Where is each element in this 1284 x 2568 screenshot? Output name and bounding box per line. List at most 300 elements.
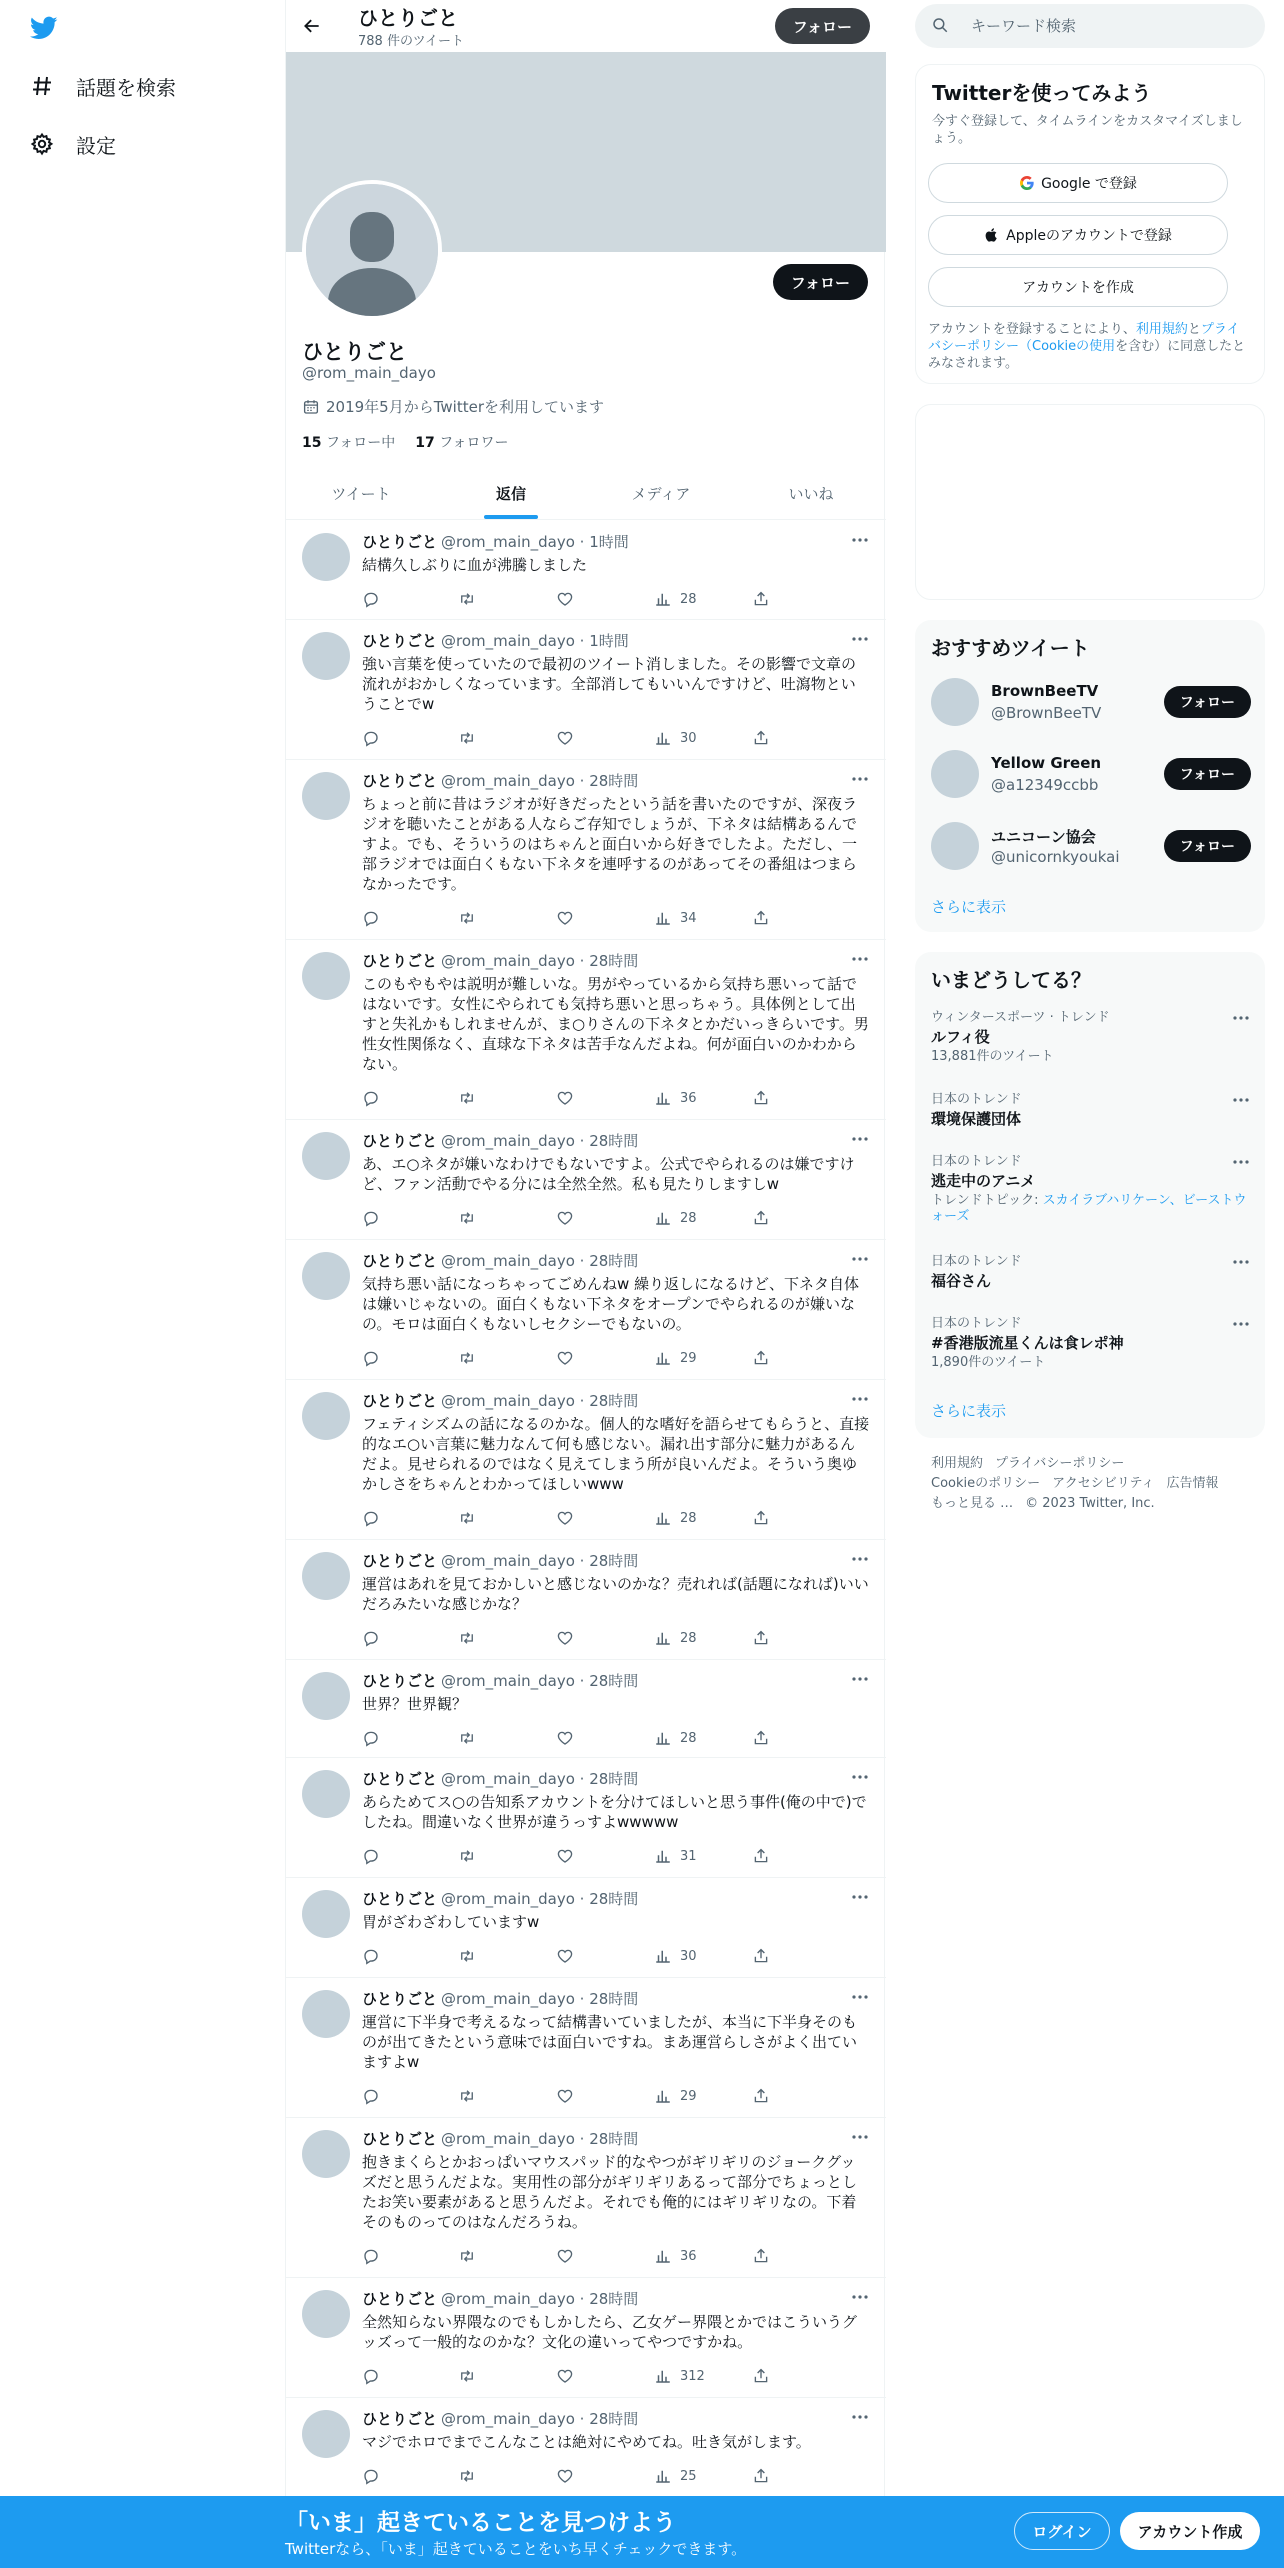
reply-button[interactable] — [362, 1628, 380, 1648]
trend-meta: ウィンタースポーツ · トレンド — [931, 1010, 1110, 1025]
views-count: 36 — [680, 2248, 697, 2264]
more-dots-icon[interactable] — [850, 1888, 870, 1906]
footer-link[interactable]: プライバシーポリシー — [995, 1456, 1125, 1471]
views-count: 31 — [680, 1848, 697, 1864]
reply-button[interactable] — [362, 1846, 380, 1866]
search-box[interactable] — [915, 4, 1265, 48]
more-dots-icon[interactable] — [850, 1390, 870, 1408]
share-button[interactable] — [752, 2086, 770, 2106]
trend-item[interactable] — [931, 1010, 1251, 1065]
avatar[interactable] — [302, 1392, 350, 1440]
bar-chart-icon — [654, 2467, 672, 2485]
trend-meta: 日本のトレンド — [931, 1092, 1022, 1107]
views-count: 34 — [680, 910, 697, 926]
header-tweet-count: 788 件のツイート — [358, 34, 465, 49]
heart-icon — [556, 1847, 574, 1865]
avatar[interactable] — [302, 2290, 350, 2338]
reply-icon — [362, 1509, 380, 1527]
footer-link[interactable]: 利用規約 — [931, 1456, 984, 1471]
recommend-user[interactable] — [931, 676, 1251, 728]
like-button[interactable] — [556, 1728, 574, 1748]
like-button[interactable] — [556, 1348, 574, 1368]
signup-card — [915, 64, 1265, 384]
trend-meta: 日本のトレンド — [931, 1316, 1022, 1331]
views-button[interactable] — [654, 2086, 697, 2106]
recommend-title: おすすめツイート — [931, 636, 1090, 660]
tab-media[interactable]: メディア — [631, 485, 691, 503]
create-account-button[interactable] — [928, 267, 1228, 307]
profile-name: ひとりごと — [302, 340, 407, 364]
more-dots-icon[interactable] — [850, 1550, 870, 1568]
share-icon — [752, 729, 770, 747]
heart-icon — [556, 1947, 574, 1965]
following-count: 15 — [302, 435, 322, 451]
reply-button[interactable] — [362, 908, 380, 928]
reply-icon — [362, 2247, 380, 2265]
share-icon — [752, 1729, 770, 1747]
views-button[interactable] — [654, 1088, 697, 1108]
retweet-icon — [458, 590, 476, 608]
recommend-follow-button[interactable]: フォロー — [1164, 758, 1251, 790]
reply-icon — [362, 1209, 380, 1227]
tab-tweets[interactable]: ツイート — [331, 485, 391, 503]
like-button[interactable] — [556, 1508, 574, 1528]
views-count: 28 — [680, 591, 697, 607]
copyright: © 2023 Twitter, Inc. — [1025, 1496, 1155, 1511]
tweet-text: 全然知らない界隈なのでもしかしたら、乙女ゲー界隈とかではこういうグッズって一般的なのかな？文化の違いってやつですかね。 — [362, 2313, 858, 2351]
views-button[interactable] — [654, 728, 697, 748]
more-dots-icon[interactable] — [1231, 1316, 1251, 1332]
views-button[interactable] — [654, 1208, 697, 1228]
retweet-button[interactable] — [458, 2466, 476, 2486]
more-dots-icon[interactable] — [850, 1988, 870, 2006]
tweet[interactable] — [286, 1540, 886, 1660]
reply-button[interactable] — [362, 2366, 380, 2386]
more-dots-icon[interactable] — [850, 1768, 870, 1786]
tweet-text: 世界？世界観？ — [362, 1695, 468, 1713]
default-avatar-icon — [306, 184, 438, 316]
footer-link[interactable]: アクセシビリティ — [1052, 1476, 1155, 1491]
reply-button[interactable] — [362, 1508, 380, 1528]
like-button[interactable] — [556, 2086, 574, 2106]
avatar[interactable] — [302, 1770, 350, 1818]
reply-icon — [362, 590, 380, 608]
profile-handle: @rom_main_dayo — [302, 364, 436, 382]
recommend-follow-button[interactable]: フォロー — [1164, 830, 1251, 862]
signup-button[interactable]: アカウント作成 — [1120, 2512, 1260, 2550]
profile-joined-date — [302, 396, 604, 417]
login-button[interactable]: ログイン — [1014, 2512, 1110, 2550]
tweet-text: 結構久しぶりに血が沸騰しました — [362, 556, 588, 574]
trends-show-more-link[interactable]: さらに表示 — [931, 1402, 1007, 1420]
trend-item[interactable] — [931, 1092, 1251, 1129]
tweet-actions — [362, 728, 812, 748]
bar-chart-icon — [654, 1209, 672, 1227]
bar-chart-icon — [654, 2087, 672, 2105]
profile-header-bar — [286, 0, 886, 52]
tweet[interactable] — [286, 1758, 886, 1878]
trend-item[interactable] — [931, 1154, 1251, 1225]
views-count: 30 — [680, 1948, 697, 1964]
reply-button[interactable] — [362, 2246, 380, 2266]
reply-button[interactable] — [362, 728, 380, 748]
views-button[interactable] — [654, 2246, 697, 2266]
like-button[interactable] — [556, 908, 574, 928]
views-button[interactable] — [654, 589, 697, 609]
share-button[interactable] — [752, 1348, 770, 1368]
tweet-actions — [362, 589, 812, 609]
retweet-button[interactable] — [458, 589, 476, 609]
tweet-author-meta: @rom_main_dayo · 1時間 — [441, 632, 629, 650]
share-icon — [752, 2087, 770, 2105]
like-button[interactable] — [556, 2466, 574, 2486]
retweet-button[interactable] — [458, 1946, 476, 1966]
trend-meta: 日本のトレンド — [931, 1154, 1022, 1169]
tweet-author-meta: @rom_main_dayo · 28時間 — [441, 2130, 639, 2148]
avatar[interactable] — [302, 952, 350, 1000]
tweet-author-name[interactable]: ひとりごと — [362, 1252, 438, 1270]
recommend-user-handle: @a12349ccbb — [991, 776, 1099, 794]
more-dots-icon[interactable] — [850, 770, 870, 788]
tweet-author-name[interactable]: ひとりごと — [362, 772, 438, 790]
reply-button[interactable] — [362, 1728, 380, 1748]
trend-name: 環境保護団体 — [931, 1110, 1022, 1128]
tweet-author-meta: @rom_main_dayo · 28時間 — [441, 1392, 639, 1410]
like-button[interactable] — [556, 1208, 574, 1228]
like-button[interactable] — [556, 1088, 574, 1108]
tweet-author-meta: @rom_main_dayo · 28時間 — [441, 1552, 639, 1570]
tweet-author-name[interactable]: ひとりごと — [362, 1672, 438, 1690]
like-button[interactable] — [556, 1946, 574, 1966]
reply-button[interactable] — [362, 1348, 380, 1368]
bottom-bar-subtitle: Twitterなら、「いま」起きていることをいち早くチェックできます。 — [285, 2540, 747, 2558]
trends-card — [915, 952, 1265, 1438]
tweet-actions — [362, 1088, 812, 1108]
tweet-header — [362, 950, 638, 971]
more-dots-icon[interactable] — [1231, 1010, 1251, 1026]
avatar[interactable] — [302, 2130, 350, 2178]
twitter-bird-icon[interactable] — [28, 14, 62, 44]
google-icon — [1019, 175, 1035, 191]
share-icon — [752, 2467, 770, 2485]
tweet-author-meta: @rom_main_dayo · 28時間 — [441, 1672, 639, 1690]
tweet[interactable] — [286, 2118, 886, 2278]
avatar[interactable] — [302, 1252, 350, 1300]
share-button[interactable] — [752, 1728, 770, 1748]
tweet-header — [362, 1888, 638, 1909]
heart-icon — [556, 1209, 574, 1227]
recommend-user[interactable] — [931, 820, 1251, 872]
retweet-icon — [458, 1209, 476, 1227]
tweet-actions — [362, 2366, 812, 2386]
retweet-icon — [458, 1089, 476, 1107]
retweet-button[interactable] — [458, 1348, 476, 1368]
terms-pre: アカウントを登録することにより、 — [928, 322, 1136, 337]
like-button[interactable] — [556, 2246, 574, 2266]
trend-name: 逃走中のアニメ — [931, 1172, 1036, 1190]
create-account-label: アカウントを作成 — [1022, 280, 1134, 296]
views-button[interactable] — [654, 908, 697, 928]
share-button[interactable] — [752, 2366, 770, 2386]
avatar[interactable] — [302, 1552, 350, 1600]
more-dots-icon[interactable] — [850, 1250, 870, 1268]
more-dots-icon[interactable] — [850, 2288, 870, 2306]
retweet-button[interactable] — [458, 1846, 476, 1866]
more-dots-icon[interactable] — [1231, 1154, 1251, 1170]
retweet-icon — [458, 2367, 476, 2385]
tweet[interactable] — [286, 1380, 886, 1540]
share-icon — [752, 1947, 770, 1965]
google-signup-label: Google で登録 — [1041, 176, 1137, 192]
avatar[interactable] — [302, 772, 350, 820]
profile-avatar[interactable] — [302, 180, 442, 320]
share-button[interactable] — [752, 1088, 770, 1108]
views-button[interactable] — [654, 1508, 697, 1528]
tweet[interactable] — [286, 760, 886, 940]
recommend-show-more-link[interactable]: さらに表示 — [931, 898, 1007, 916]
views-button[interactable] — [654, 2366, 705, 2386]
recommend-user-handle: @BrownBeeTV — [991, 704, 1102, 722]
tweet-actions — [362, 1208, 812, 1228]
views-button[interactable] — [654, 1728, 697, 1748]
trend-count: 13,881件のツイート — [931, 1049, 1054, 1064]
share-button[interactable] — [752, 1946, 770, 1966]
tweet-author-name[interactable]: ひとりごと — [362, 1890, 438, 1908]
retweet-button[interactable] — [458, 908, 476, 928]
heart-icon — [556, 729, 574, 747]
bar-chart-icon — [654, 590, 672, 608]
avatar[interactable] — [302, 533, 350, 581]
tweet-author-name[interactable]: ひとりごと — [362, 1392, 438, 1410]
more-dots-icon[interactable] — [850, 531, 870, 549]
tweet-actions — [362, 1348, 812, 1368]
share-icon — [752, 1089, 770, 1107]
tweet-author-meta: @rom_main_dayo · 1時間 — [441, 533, 629, 551]
more-dots-icon[interactable] — [850, 2128, 870, 2146]
share-button[interactable] — [752, 1508, 770, 1528]
avatar[interactable] — [302, 2410, 350, 2458]
tweet-actions — [362, 1728, 812, 1748]
recommended-tweets-card — [915, 620, 1265, 932]
share-button[interactable] — [752, 2466, 770, 2486]
like-button[interactable] — [556, 728, 574, 748]
tweet-text: 抱きまくらとかおっぱいマウスパッド的なやつがギリギリのジョークグッズだと思うんだよな。実用性の部分がギリギリあるって部分でちょっとしたお笑い要素があると思うんだよ。それでも俺的にはギリギリなの。下着そのものってのはなんだろうね。 — [362, 2153, 858, 2231]
following-stat[interactable] — [302, 432, 395, 452]
nav-explore[interactable] — [28, 64, 176, 108]
retweet-button[interactable] — [458, 1208, 476, 1228]
share-button[interactable] — [752, 589, 770, 609]
tweet-author-meta: @rom_main_dayo · 28時間 — [441, 1770, 639, 1788]
tweet[interactable] — [286, 1878, 886, 1978]
tweet[interactable] — [286, 940, 886, 1120]
trend-item[interactable] — [931, 1316, 1251, 1371]
hashtag-icon — [28, 72, 56, 100]
tweet-actions — [362, 1508, 812, 1528]
tweet-author-name[interactable]: ひとりごと — [362, 1770, 438, 1788]
reply-button[interactable] — [362, 1208, 380, 1228]
tweet[interactable] — [286, 1978, 886, 2118]
bar-chart-icon — [654, 909, 672, 927]
share-button[interactable] — [752, 1628, 770, 1648]
tab-replies[interactable]: 返信 — [436, 468, 586, 519]
recommend-user-name: Yellow Green — [991, 754, 1102, 772]
followers-stat[interactable] — [415, 432, 508, 452]
more-dots-icon[interactable] — [1231, 1254, 1251, 1270]
tweet-header — [362, 2128, 638, 2149]
more-dots-icon[interactable] — [850, 630, 870, 648]
reply-icon — [362, 909, 380, 927]
recommend-follow-button[interactable]: フォロー — [1164, 686, 1251, 718]
google-signup-button[interactable] — [928, 163, 1228, 203]
trend-name: 福谷さん — [931, 1272, 992, 1290]
footer-link[interactable]: もっと見る … — [931, 1496, 1014, 1511]
tweet[interactable] — [286, 2398, 886, 2498]
views-count: 28 — [680, 1630, 697, 1646]
share-button[interactable] — [752, 2246, 770, 2266]
nav-settings[interactable] — [28, 122, 116, 166]
avatar[interactable] — [302, 1132, 350, 1180]
reply-button[interactable] — [362, 2466, 380, 2486]
tweet-author-meta: @rom_main_dayo · 28時間 — [441, 952, 639, 970]
retweet-button[interactable] — [458, 1728, 476, 1748]
more-dots-icon[interactable] — [1231, 1092, 1251, 1108]
bar-chart-icon — [654, 1509, 672, 1527]
tweet[interactable] — [286, 1120, 886, 1240]
tweet-actions — [362, 2086, 812, 2106]
more-dots-icon[interactable] — [850, 1130, 870, 1148]
tweet[interactable] — [286, 620, 886, 760]
search-icon — [931, 16, 951, 36]
tweet-author-name[interactable]: ひとりごと — [362, 2130, 438, 2148]
profile-follow-button[interactable]: フォロー — [773, 264, 868, 300]
share-icon — [752, 1847, 770, 1865]
avatar[interactable] — [302, 1672, 350, 1720]
heart-icon — [556, 1349, 574, 1367]
tweet-text: ちょっと前に昔はラジオが好きだったという話を書いたのですが、深夜ラジオを聴いたことがある人ならご存知でしょうが、下ネタは結構あるんですよ。でも、そういうのはちゃんと面白いから好きでしたよ。ただし、一部ラジオでは面白くもない下ネタを連呼するのがあってその番組はつまらなかったです。 — [362, 795, 858, 893]
reply-button[interactable] — [362, 1088, 380, 1108]
tweet-text: このもやもやは説明が難しいな。男がやっているから気持ち悪いって話ではないです。女性にやられても気持ち悪いと思っちゃう。具体例として出すと失礼かもしれませんが、ま○りさんの下ネタとかだいっきらいです。男性女性関係なく、直球な下ネタは苦手なんだよね。何が面白いのかわからない。 — [362, 975, 869, 1073]
tweet-author-name[interactable]: ひとりごと — [362, 1132, 438, 1150]
tweet-header — [362, 1130, 638, 1151]
tweet[interactable] — [286, 521, 886, 620]
retweet-button[interactable] — [458, 2246, 476, 2266]
more-dots-icon[interactable] — [850, 950, 870, 968]
like-button[interactable] — [556, 589, 574, 609]
share-icon — [752, 1349, 770, 1367]
apple-signup-button[interactable] — [928, 215, 1228, 255]
bar-chart-icon — [654, 1947, 672, 1965]
heart-icon — [556, 2467, 574, 2485]
footer-link[interactable]: 広告情報 — [1166, 1476, 1219, 1491]
footer-link[interactable]: Cookieのポリシー — [931, 1476, 1041, 1491]
views-button[interactable] — [654, 1846, 697, 1866]
like-button[interactable] — [556, 1628, 574, 1648]
share-button[interactable] — [752, 908, 770, 928]
tweet-header — [362, 1390, 638, 1411]
tweet-author-meta: @rom_main_dayo · 28時間 — [441, 1890, 639, 1908]
tweet-author-name[interactable]: ひとりごと — [362, 1552, 438, 1570]
heart-icon — [556, 1729, 574, 1747]
bar-chart-icon — [654, 2367, 672, 2385]
recommend-user[interactable] — [931, 748, 1251, 800]
empty-widget-card — [915, 404, 1265, 600]
header-follow-button[interactable]: フォロー — [775, 8, 870, 44]
share-icon — [752, 1509, 770, 1527]
trend-item[interactable] — [931, 1254, 1251, 1291]
retweet-button[interactable] — [458, 1508, 476, 1528]
tweet-author-name[interactable]: ひとりごと — [362, 533, 438, 551]
tweet-author-name[interactable]: ひとりごと — [362, 632, 438, 650]
tweet-text: 運営はあれを見ておかしいと感じないのかな？売れれば(話題になれば)いいだろみたいな感じかな？ — [362, 1575, 869, 1613]
tweet-header — [362, 630, 629, 651]
tweet-author-meta: @rom_main_dayo · 28時間 — [441, 1990, 639, 2008]
share-button[interactable] — [752, 1846, 770, 1866]
more-dots-icon[interactable] — [850, 2408, 870, 2426]
retweet-button[interactable] — [458, 2366, 476, 2386]
reply-icon — [362, 1629, 380, 1647]
trend-topics-link[interactable]: スカイラブハリケーン、ビーストウォーズ — [931, 1193, 1247, 1224]
tweet[interactable] — [286, 1240, 886, 1380]
like-button[interactable] — [556, 1846, 574, 1866]
tweet[interactable] — [286, 1660, 886, 1758]
tweet-header — [362, 2288, 638, 2309]
views-button[interactable] — [654, 1946, 697, 1966]
avatar — [931, 822, 979, 870]
views-button[interactable] — [654, 2466, 697, 2486]
reply-icon — [362, 1089, 380, 1107]
following-label: フォロー中 — [325, 435, 396, 451]
views-count: 25 — [680, 2468, 697, 2484]
tweet[interactable] — [286, 2278, 886, 2398]
like-button[interactable] — [556, 2366, 574, 2386]
retweet-icon — [458, 1509, 476, 1527]
tweet-author-name[interactable]: ひとりごと — [362, 2410, 438, 2428]
tab-likes[interactable]: いいね — [788, 485, 834, 503]
avatar[interactable] — [302, 632, 350, 680]
avatar[interactable] — [302, 1990, 350, 2038]
views-button[interactable] — [654, 1628, 697, 1648]
share-button[interactable] — [752, 728, 770, 748]
profile-tabs — [286, 468, 886, 520]
avatar — [931, 750, 979, 798]
terms-link[interactable]: 利用規約 — [1135, 322, 1188, 337]
reply-button[interactable] — [362, 589, 380, 609]
tweet-author-name[interactable]: ひとりごと — [362, 952, 438, 970]
share-button[interactable] — [752, 1208, 770, 1228]
privacy-link[interactable]: プライバシーポリシー（Cookieの使用 — [928, 322, 1240, 354]
retweet-button[interactable] — [458, 1088, 476, 1108]
retweet-button[interactable] — [458, 2086, 476, 2106]
avatar[interactable] — [302, 1890, 350, 1938]
heart-icon — [556, 1509, 574, 1527]
tweet-text: マジでホロでまでこんなことは絶対にやめてね。吐き気がします。 — [362, 2433, 811, 2451]
search-input[interactable] — [971, 17, 1221, 35]
retweet-button[interactable] — [458, 1628, 476, 1648]
reply-button[interactable] — [362, 2086, 380, 2106]
trend-count: 1,890件のツイート — [931, 1355, 1046, 1370]
views-count: 36 — [680, 1090, 697, 1106]
back-arrow-icon[interactable] — [298, 12, 326, 40]
reply-button[interactable] — [362, 1946, 380, 1966]
more-dots-icon[interactable] — [850, 1670, 870, 1688]
views-button[interactable] — [654, 1348, 697, 1368]
views-count: 28 — [680, 1210, 697, 1226]
retweet-icon — [458, 1947, 476, 1965]
tweet-author-name[interactable]: ひとりごと — [362, 1990, 438, 2008]
tweet-text: あらためてス○の告知系アカウントを分けてほしいと思う事件(俺の中で)でしたね。間違いなく世界が違うっすよwwwww — [362, 1793, 867, 1831]
retweet-button[interactable] — [458, 728, 476, 748]
tweet-author-name[interactable]: ひとりごと — [362, 2290, 438, 2308]
